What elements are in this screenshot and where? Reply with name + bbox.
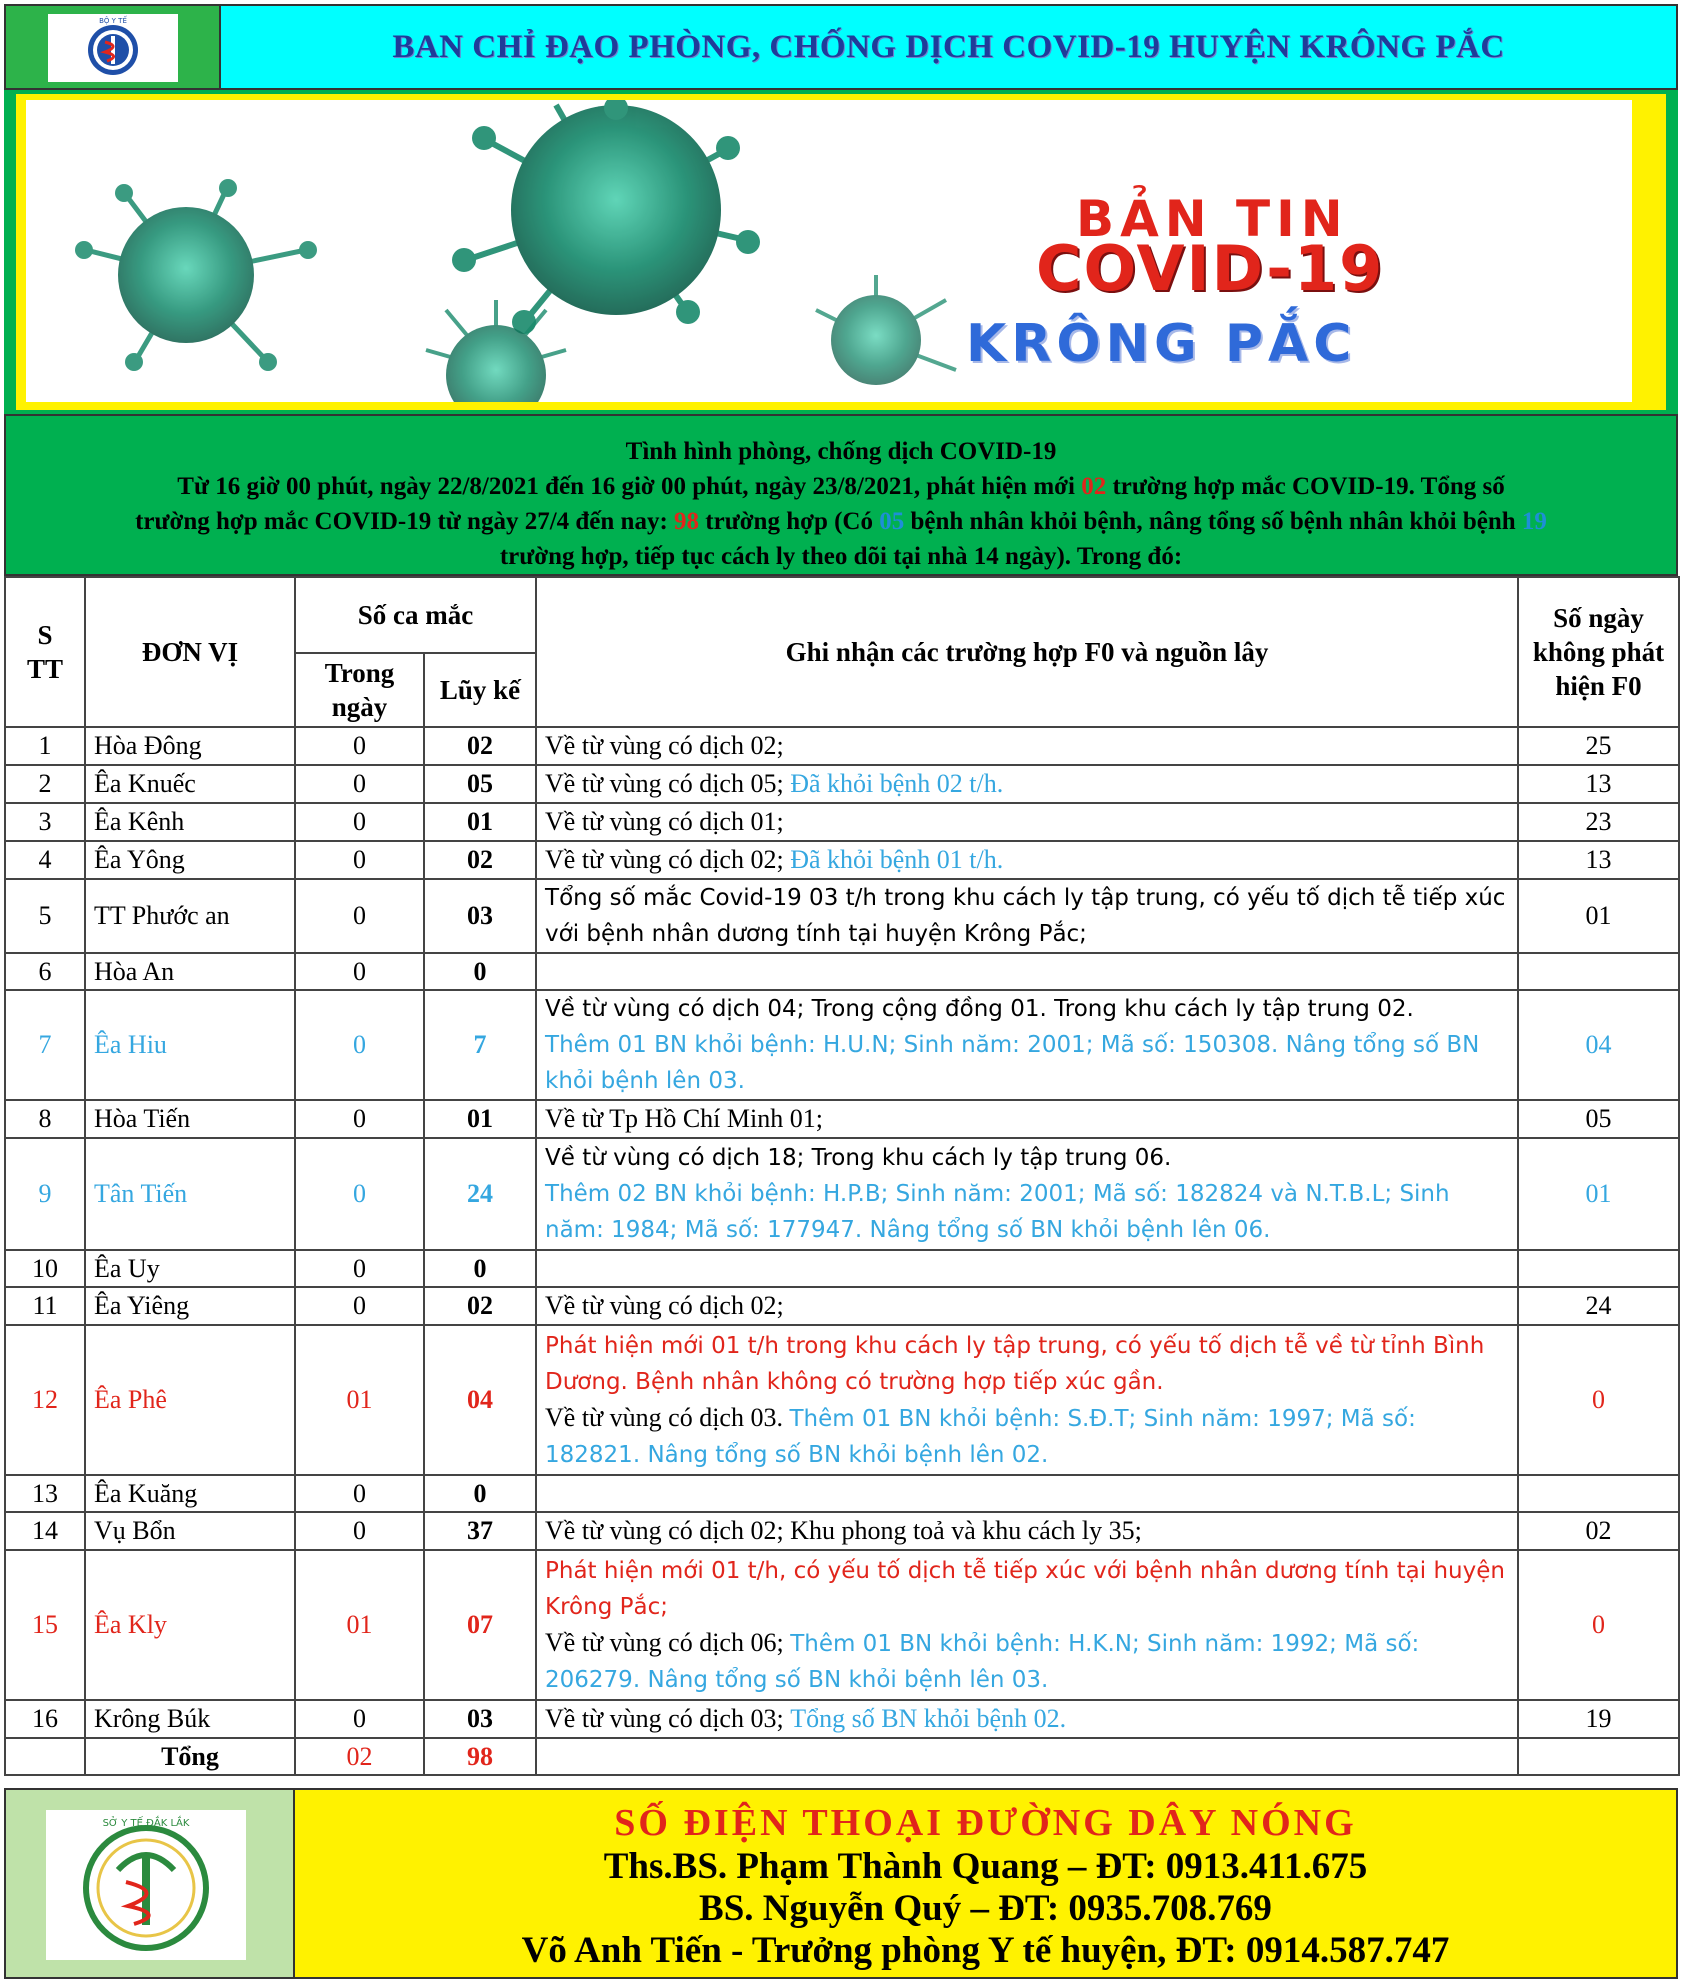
row-cases-cumulative: 0 [424, 1250, 536, 1287]
recovery-note: Thêm 01 BN khỏi bệnh: H.K.N; Sinh năm: 1992; Mã số: 206279. Nâng tổng số BN khỏi bệnh lên 03. [545, 1630, 1420, 1693]
table-row [5, 953, 1679, 990]
row-cases-cumulative: 7 [424, 990, 536, 1100]
recovered-new-count: 05 [879, 508, 905, 535]
row-cases-cumulative: 02 [424, 727, 536, 765]
total-label: Tổng [85, 1738, 295, 1775]
row-unit: Êa Uy [85, 1250, 295, 1287]
total-days-empty [1518, 1738, 1679, 1775]
caduceus-emblem-icon [46, 1810, 246, 1960]
table-body [5, 727, 1679, 1775]
row-notes [536, 1138, 1518, 1250]
row-days-without-f0: 23 [1518, 803, 1679, 841]
row-stt: 8 [5, 1100, 85, 1138]
table-row [5, 1250, 1679, 1287]
summary-text: trường hợp mắc COVID-19 từ ngày 27/4 đến nay: [135, 508, 675, 535]
row-days-without-f0: 04 [1518, 990, 1679, 1100]
row-cases-in-day: 01 [295, 1325, 424, 1475]
table-row [5, 841, 1679, 879]
table-row [5, 1700, 1679, 1738]
row-unit: Êa Yiêng [85, 1287, 295, 1325]
summary-line-1 [6, 469, 1676, 504]
row-stt: 16 [5, 1700, 85, 1738]
header-cases: Số ca mắc [295, 577, 536, 653]
row-notes [536, 1475, 1518, 1512]
row-stt: 10 [5, 1250, 85, 1287]
row-cases-cumulative: 05 [424, 765, 536, 803]
source-note: Về từ vùng có dịch 03. [545, 1402, 790, 1432]
table-row [5, 1512, 1679, 1550]
row-unit: Êa Kly [85, 1550, 295, 1700]
recovery-note: Tổng số BN khỏi bệnh 02. [790, 1704, 1067, 1733]
row-cases-in-day: 0 [295, 1287, 424, 1325]
row-stt: 7 [5, 990, 85, 1100]
row-days-without-f0: 13 [1518, 765, 1679, 803]
row-stt: 12 [5, 1325, 85, 1475]
row-days-without-f0: 0 [1518, 1550, 1679, 1700]
source-note: Về từ vùng có dịch 02; Khu phong toả và khu cách ly 35; [545, 1516, 1142, 1545]
banner-title-line3: KRÔNG PẮC [966, 314, 1357, 374]
table-row [5, 1325, 1679, 1475]
header-in-day: Trong ngày [295, 653, 424, 727]
header-unit: ĐƠN VỊ [85, 577, 295, 727]
table-row [5, 803, 1679, 841]
virus-illustration-icon [26, 100, 1632, 402]
row-stt: 5 [5, 879, 85, 953]
row-cases-in-day: 0 [295, 953, 424, 990]
table-row [5, 879, 1679, 953]
svg-text:BỘ Y TẾ: BỘ Y TẾ [99, 17, 127, 25]
row-notes [536, 1250, 1518, 1287]
source-note: Về từ vùng có dịch 02; [545, 1291, 784, 1320]
total-row [5, 1738, 1679, 1775]
recovery-note: Thêm 02 BN khỏi bệnh: H.P.B; Sinh năm: 2001; Mã số: 182824 và N.T.B.L; Sinh năm: 1984; Mã số: 177947. Nâng tổng số BN khỏi bệnh lên 06. [545, 1181, 1450, 1243]
row-unit: TT Phước an [85, 879, 295, 953]
row-cases-cumulative: 02 [424, 841, 536, 879]
hotline-text [295, 1800, 1676, 1972]
row-unit: Êa Hiu [85, 990, 295, 1100]
source-note: Tổng số mắc Covid-19 03 t/h trong khu cách ly tập trung, có yếu tố dịch tễ tiếp xúc với bệnh nhân dương tính tại huyện Krông Pắc; [545, 885, 1506, 947]
table-row [5, 1138, 1679, 1250]
row-cases-in-day: 0 [295, 879, 424, 953]
row-unit: Hòa An [85, 953, 295, 990]
row-days-without-f0: 05 [1518, 1100, 1679, 1138]
row-days-without-f0: 01 [1518, 1138, 1679, 1250]
row-stt: 11 [5, 1287, 85, 1325]
summary-text: trường hợp mắc COVID-19. Tổng số [1106, 473, 1505, 500]
ministry-of-health-logo [48, 14, 178, 82]
row-notes [536, 953, 1518, 990]
header-cumulative: Lũy kế [424, 653, 536, 727]
row-notes [536, 1512, 1518, 1550]
banner [4, 90, 1678, 414]
header-days-without-f0: Số ngày không phát hiện F0 [1518, 577, 1679, 727]
summary-line-3: trường hợp, tiếp tục cách ly theo dõi tại nhà 14 ngày). Trong đó: [499, 543, 1183, 570]
total-cases-count: 98 [674, 508, 700, 535]
table-row [5, 727, 1679, 765]
summary-text: bệnh nhân khỏi bệnh, nâng tổng số bệnh nhân khỏi bệnh [904, 508, 1522, 535]
row-notes [536, 879, 1518, 953]
row-notes [536, 1700, 1518, 1738]
header-title: BAN CHỈ ĐẠO PHÒNG, CHỐNG DỊCH COVID-19 HUYỆN KRÔNG PẮC [392, 28, 1505, 65]
source-note: Về từ vùng có dịch 05; [545, 769, 791, 798]
row-cases-in-day: 0 [295, 1475, 424, 1512]
row-unit: Krông Búk [85, 1700, 295, 1738]
row-cases-cumulative: 07 [424, 1550, 536, 1700]
source-note: Về từ vùng có dịch 03; [545, 1704, 791, 1733]
header-notes: Ghi nhận các trường hợp F0 và nguồn lây [536, 577, 1518, 727]
total-empty [5, 1738, 85, 1775]
row-cases-in-day: 0 [295, 1700, 424, 1738]
row-stt: 14 [5, 1512, 85, 1550]
header-band [4, 4, 1678, 90]
ministry-logo-frame [6, 6, 221, 88]
row-cases-cumulative: 03 [424, 879, 536, 953]
row-days-without-f0: 24 [1518, 1287, 1679, 1325]
row-cases-in-day: 0 [295, 765, 424, 803]
svg-text:SỞ Y TẾ ĐẮK LẮK: SỞ Y TẾ ĐẮK LẮK [102, 1818, 190, 1829]
row-days-without-f0: 19 [1518, 1700, 1679, 1738]
row-cases-in-day: 0 [295, 841, 424, 879]
contact-line-1: Ths.BS. Phạm Thành Quang – ĐT: 0913.411.675 [603, 1846, 1368, 1887]
table-row [5, 765, 1679, 803]
row-cases-in-day: 0 [295, 1100, 424, 1138]
row-unit: Êa Yông [85, 841, 295, 879]
summary-line-2 [6, 504, 1676, 539]
row-days-without-f0 [1518, 1475, 1679, 1512]
row-unit: Êa Knuếc [85, 765, 295, 803]
row-unit: Hòa Đông [85, 727, 295, 765]
source-note: Về từ vùng có dịch 01; [545, 807, 784, 836]
row-unit: Êa Kênh [85, 803, 295, 841]
summary-text: Từ 16 giờ 00 phút, ngày 22/8/2021 đến 16 giờ 00 phút, ngày 23/8/2021, phát hiện mới [177, 473, 1082, 500]
total-cases-cumulative: 98 [424, 1738, 536, 1775]
bulletin-page [4, 4, 1678, 1979]
row-notes [536, 803, 1518, 841]
contact-line-3: Võ Anh Tiến - Trưởng phòng Y tế huyện, ĐT: 0914.587.747 [521, 1930, 1450, 1971]
row-cases-cumulative: 24 [424, 1138, 536, 1250]
row-stt: 13 [5, 1475, 85, 1512]
source-note: Về từ vùng có dịch 06; [545, 1627, 791, 1657]
source-note: Về từ Tp Hồ Chí Minh 01; [545, 1104, 823, 1133]
row-stt: 6 [5, 953, 85, 990]
row-cases-cumulative: 03 [424, 1700, 536, 1738]
banner-title-line2: COVID-19 [1036, 232, 1385, 305]
row-unit: Hòa Tiến [85, 1100, 295, 1138]
row-notes [536, 765, 1518, 803]
recovery-note: Đã khỏi bệnh 02 t/h. [790, 769, 1004, 798]
recovery-note: Đã khỏi bệnh 01 t/h. [790, 845, 1004, 874]
table-row [5, 1100, 1679, 1138]
caduceus-emblem-icon [48, 14, 178, 82]
row-notes [536, 1325, 1518, 1475]
row-unit: Tân Tiến [85, 1138, 295, 1250]
row-cases-cumulative: 02 [424, 1287, 536, 1325]
row-stt: 9 [5, 1138, 85, 1250]
source-note: Về từ vùng có dịch 02; [545, 845, 791, 874]
banner-title-line1: BẢN TIN [1076, 190, 1349, 248]
header-stt: S TT [5, 577, 85, 727]
source-note: Về từ vùng có dịch 02; [545, 731, 784, 760]
row-cases-cumulative: 04 [424, 1325, 536, 1475]
row-unit: Êa Kuăng [85, 1475, 295, 1512]
total-notes-empty [536, 1738, 1518, 1775]
recovery-note: Thêm 01 BN khỏi bệnh: H.U.N; Sinh năm: 2001; Mã số: 150308. Nâng tổng số BN khỏi bệnh lên 03. [545, 1032, 1480, 1094]
row-cases-in-day: 0 [295, 1250, 424, 1287]
source-note: Về từ vùng có dịch 18; Trong khu cách ly tập trung 06. [545, 1145, 1172, 1171]
table-row [5, 1475, 1679, 1512]
total-cases-in-day: 02 [295, 1738, 424, 1775]
hotline-footer [4, 1788, 1678, 1979]
row-stt: 15 [5, 1550, 85, 1700]
row-notes [536, 1100, 1518, 1138]
row-unit: Êa Phê [85, 1325, 295, 1475]
row-cases-cumulative: 0 [424, 1475, 536, 1512]
row-days-without-f0: 25 [1518, 727, 1679, 765]
health-dept-logo [46, 1810, 246, 1960]
row-stt: 2 [5, 765, 85, 803]
row-cases-in-day: 0 [295, 803, 424, 841]
summary-heading: Tình hình phòng, chống dịch COVID-19 [625, 438, 1057, 465]
row-cases-in-day: 0 [295, 1138, 424, 1250]
summary-text: trường hợp (Có [699, 508, 880, 535]
row-cases-in-day: 01 [295, 1550, 424, 1700]
table-row [5, 1550, 1679, 1700]
source-note: Về từ vùng có dịch 04; Trong cộng đồng 01. Trong khu cách ly tập trung 02. [545, 996, 1414, 1022]
banner-frame [16, 94, 1666, 410]
row-days-without-f0 [1518, 1250, 1679, 1287]
row-notes [536, 841, 1518, 879]
case-table [4, 576, 1680, 1776]
row-stt: 1 [5, 727, 85, 765]
recovered-total-count: 19 [1521, 508, 1547, 535]
row-notes [536, 727, 1518, 765]
new-case-note: Phát hiện mới 01 t/h, có yếu tố dịch tễ tiếp xúc với bệnh nhân dương tính tại huyện Krông Pắc; [545, 1557, 1505, 1620]
recovery-note: Thêm 01 BN khỏi bệnh: S.Đ.T; Sinh năm: 1997; Mã số: 182821. Nâng tổng số BN khỏi bệnh lên 02. [545, 1405, 1416, 1468]
row-unit: Vụ Bổn [85, 1512, 295, 1550]
situation-summary [4, 414, 1678, 576]
table-row [5, 1287, 1679, 1325]
row-cases-cumulative: 37 [424, 1512, 536, 1550]
hotline-title: SỐ ĐIỆN THOẠI ĐƯỜNG DÂY NÓNG [614, 1802, 1357, 1844]
row-cases-in-day: 0 [295, 727, 424, 765]
new-cases-count: 02 [1081, 473, 1107, 500]
row-stt: 3 [5, 803, 85, 841]
row-days-without-f0: 0 [1518, 1325, 1679, 1475]
row-notes [536, 990, 1518, 1100]
row-days-without-f0: 01 [1518, 879, 1679, 953]
new-case-note: Phát hiện mới 01 t/h trong khu cách ly tập trung, có yếu tố dịch tễ về từ tỉnh Bình Dương. Bệnh nhân không có trường hợp tiếp xúc gần. [545, 1332, 1485, 1395]
row-cases-cumulative: 01 [424, 803, 536, 841]
row-cases-cumulative: 0 [424, 953, 536, 990]
row-cases-cumulative: 01 [424, 1100, 536, 1138]
contact-line-2: BS. Nguyễn Quý – ĐT: 0935.708.769 [699, 1888, 1272, 1929]
banner-artwork [26, 100, 1632, 402]
row-stt: 4 [5, 841, 85, 879]
row-days-without-f0 [1518, 953, 1679, 990]
row-days-without-f0: 13 [1518, 841, 1679, 879]
row-cases-in-day: 0 [295, 1512, 424, 1550]
row-notes [536, 1287, 1518, 1325]
row-notes [536, 1550, 1518, 1700]
health-dept-logo-frame [6, 1790, 295, 1977]
row-days-without-f0: 02 [1518, 1512, 1679, 1550]
row-cases-in-day: 0 [295, 990, 424, 1100]
table-row [5, 990, 1679, 1100]
